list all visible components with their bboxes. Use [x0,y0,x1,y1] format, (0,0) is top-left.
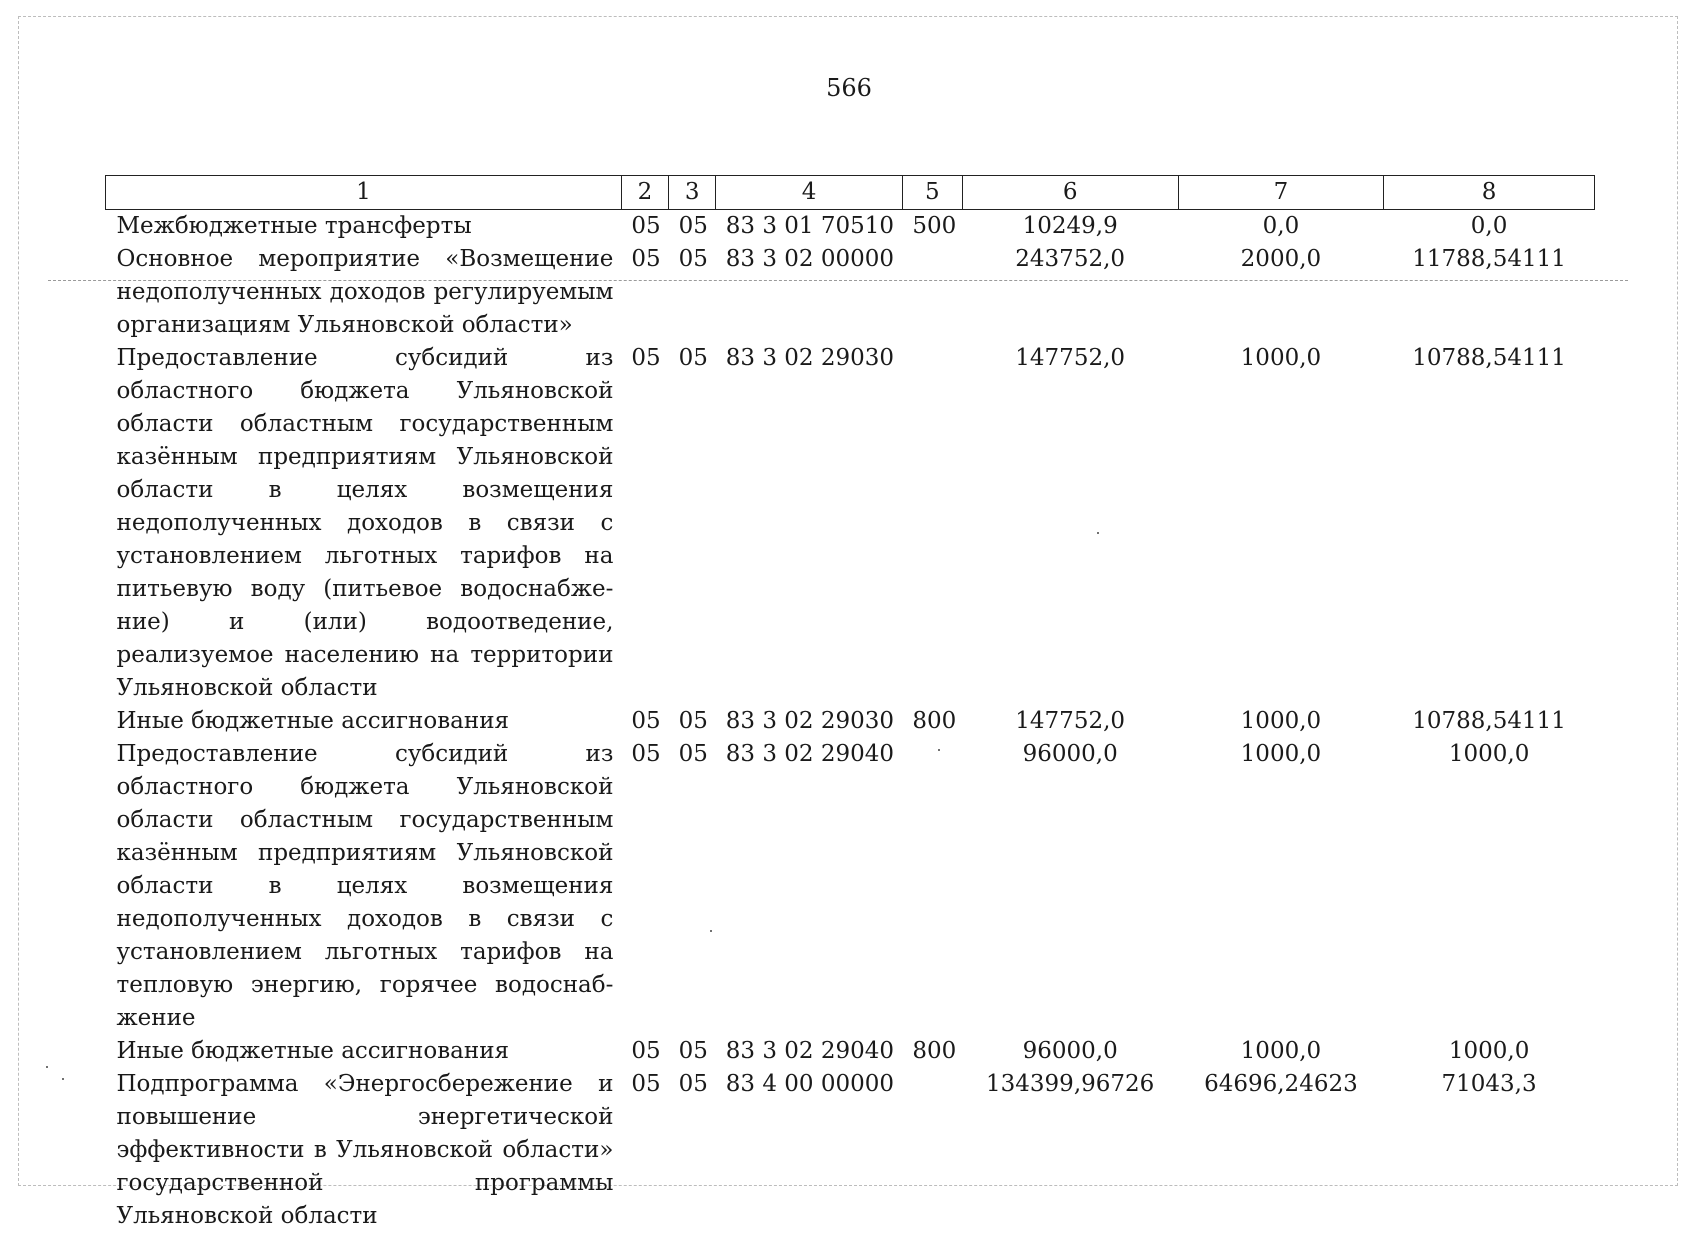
row-name: Межбюджетные трансферты [116,213,472,239]
expense-type-code: 500 [912,213,957,239]
amount-col-6: 147752,0 [1015,708,1126,734]
section-code: 05 [631,1071,661,1097]
amount-col-7: 64696,24623 [1204,1071,1358,1097]
amount-col-8: 1000,0 [1448,741,1530,767]
target-article-code: 83 3 02 29040 [725,741,895,767]
amount-col-6: 96000,0 [1022,1038,1118,1064]
section-code: 05 [631,741,661,767]
target-article-code: 83 3 02 29030 [725,345,895,371]
amount-col-7: 1000,0 [1240,1038,1322,1064]
amount-col-6: 147752,0 [1015,345,1126,371]
amount-col-8: 11788,54111 [1412,246,1566,272]
subsection-code: 05 [678,1038,708,1064]
scan-artifact-line [48,280,1628,281]
amount-col-8: 0,0 [1470,213,1508,239]
amount-col-7: 1000,0 [1240,741,1322,767]
column-header-8: 8 [1384,176,1595,210]
scan-speck [46,1066,48,1068]
amount-col-6: 134399,96726 [986,1071,1155,1097]
section-code: 05 [631,708,661,734]
table-row [106,738,1595,1035]
amount-col-7: 0,0 [1262,213,1300,239]
amount-col-7: 1000,0 [1240,345,1322,371]
amount-col-6: 96000,0 [1022,741,1118,767]
scan-speck [1097,532,1099,534]
row-name: Основное мероприятие «Возмещение недополученных доходов регулируемым организациям Ульяновской области» [116,246,614,338]
row-name: Иные бюджетные ассигнования [116,708,510,734]
column-header-5: 5 [902,176,962,210]
amount-col-8: 10788,54111 [1412,708,1566,734]
subsection-code: 05 [678,246,708,272]
target-article-code: 83 3 01 70510 [725,213,895,239]
expense-type-code [902,342,962,705]
scan-speck [62,1078,64,1080]
subsection-code: 05 [678,213,708,239]
amount-col-8: 71043,3 [1441,1071,1537,1097]
table-row [106,1035,1595,1068]
row-name: Предоставление субсидий из областного бюджета Ульяновской области областным государственным казённым предприятиям Ульяновской области в целях возмещения недополученных доходов в связи с установлением льготных тарифов на питьевую воду (питьевое водоснабжение) и (или) водоотведение, реализуемое населению на территории Ульяновской области [116,345,614,701]
header-row [106,176,1595,210]
amount-col-8: 10788,54111 [1412,345,1566,371]
expense-type-code [902,243,962,342]
page-number: 566 [826,74,872,102]
row-name: Предоставление субсидий из областного бюджета Ульяновской области областным государственным казённым предприятиям Ульяновской области в целях возмещения недополученных доходов в связи с установлением льготных тарифов на тепловую энергию, горячее водоснабжение [116,741,614,1031]
section-code: 05 [631,213,661,239]
expense-type-code: 800 [912,708,957,734]
target-article-code: 83 3 02 29040 [725,1038,895,1064]
row-name: Подпрограмма «Энергосбережение и повышение энергетической эффективности в Ульяновской области» государственной программы Ульяновской области [116,1071,614,1229]
table-row [106,705,1595,738]
budget-table [105,175,1595,1233]
expense-type-code: 800 [912,1038,957,1064]
subsection-code: 05 [678,345,708,371]
amount-col-6: 243752,0 [1015,246,1126,272]
amount-col-7: 1000,0 [1240,708,1322,734]
scan-speck [710,930,712,932]
subsection-code: 05 [678,1071,708,1097]
target-article-code: 83 3 02 29030 [725,708,895,734]
section-code: 05 [631,246,661,272]
subsection-code: 05 [678,741,708,767]
amount-col-6: 10249,9 [1022,213,1118,239]
table-row [106,342,1595,705]
table-row [106,1068,1595,1233]
expense-type-code [902,738,962,1035]
section-code: 05 [631,1038,661,1064]
column-header-7: 7 [1178,176,1384,210]
expense-type-code [902,1068,962,1233]
scan-speck [938,749,940,751]
column-header-1: 1 [106,176,622,210]
target-article-code: 83 4 00 00000 [725,1071,895,1097]
section-code: 05 [631,345,661,371]
column-header-2: 2 [621,176,668,210]
table-row [106,210,1595,244]
column-header-6: 6 [962,176,1178,210]
subsection-code: 05 [678,708,708,734]
column-header-4: 4 [716,176,903,210]
target-article-code: 83 3 02 00000 [725,246,895,272]
row-name: Иные бюджетные ассигнования [116,1038,510,1064]
table-row [106,243,1595,342]
amount-col-7: 2000,0 [1240,246,1322,272]
amount-col-8: 1000,0 [1448,1038,1530,1064]
column-header-3: 3 [669,176,716,210]
